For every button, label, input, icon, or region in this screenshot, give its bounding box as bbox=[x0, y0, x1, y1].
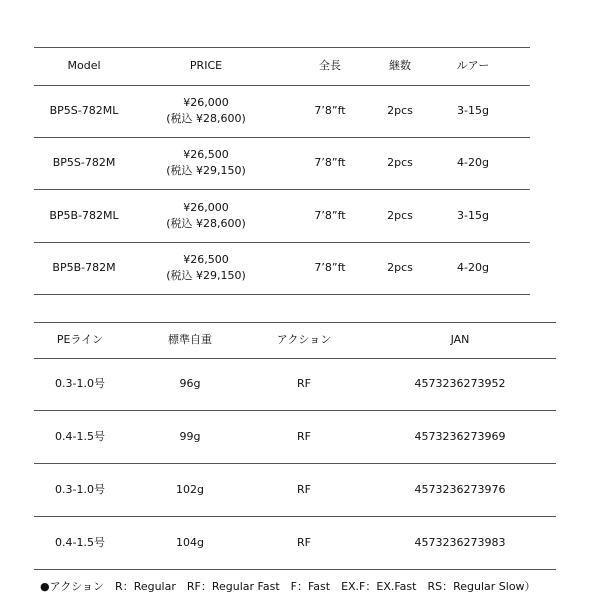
pieces-cell: 2pcs bbox=[387, 208, 413, 222]
price-tax-value: (税込 ¥28,600) bbox=[166, 112, 246, 125]
price-value: ¥26,000 bbox=[183, 96, 229, 109]
table-row bbox=[34, 242, 530, 295]
length-cell: 7’8”ft bbox=[314, 104, 346, 117]
jan-cell: 4573236273983 bbox=[414, 535, 506, 549]
price-tax-value: (税込 ¥29,150) bbox=[166, 269, 246, 282]
table-row bbox=[34, 410, 556, 464]
pe-line-cell: 0.3-1.0号 bbox=[55, 482, 105, 496]
lure-cell: 3-15g bbox=[457, 104, 489, 117]
price-value: ¥26,500 bbox=[183, 148, 229, 161]
header-model: Model bbox=[67, 59, 101, 72]
header-jan: JAN bbox=[450, 333, 470, 346]
weight-cell: 99g bbox=[179, 429, 201, 443]
table-row bbox=[34, 516, 556, 570]
weight-cell: 102g bbox=[176, 482, 204, 496]
table-header-row bbox=[34, 47, 530, 86]
header-weight: 標準自重 bbox=[168, 333, 212, 346]
pe-line-cell: 0.4-1.5号 bbox=[55, 535, 105, 549]
pe-line-cell: 0.3-1.0号 bbox=[55, 377, 105, 390]
spec-table-1 bbox=[34, 47, 530, 295]
table-row bbox=[34, 463, 556, 517]
table-row bbox=[34, 358, 556, 411]
length-cell: 7’8”ft bbox=[314, 156, 346, 169]
lure-cell: 4-20g bbox=[457, 156, 489, 169]
price-tax-value: (税込 ¥28,600) bbox=[166, 216, 246, 230]
spec-table-2 bbox=[34, 322, 556, 570]
price-value: ¥26,000 bbox=[183, 200, 229, 214]
length-cell: 7’8”ft bbox=[314, 261, 346, 274]
header-action: アクション bbox=[276, 333, 332, 346]
model-cell: BP5S-782M bbox=[52, 156, 116, 169]
table-row bbox=[34, 137, 530, 190]
pieces-cell: 2pcs bbox=[387, 156, 413, 169]
length-cell: 7’8”ft bbox=[314, 208, 346, 222]
pieces-cell: 2pcs bbox=[387, 104, 413, 117]
price-value: ¥26,500 bbox=[183, 253, 229, 266]
price-cell bbox=[156, 189, 256, 242]
model-cell: BP5S-782ML bbox=[49, 104, 119, 117]
action-legend-footnote: ●アクション R：Regular RF：Regular Fast F：Fast EX.F：EX.Fast RS：Regular Slow） bbox=[40, 580, 536, 593]
pieces-cell: 2pcs bbox=[387, 261, 413, 274]
table-row bbox=[34, 189, 530, 243]
action-cell: RF bbox=[297, 535, 311, 549]
model-cell: BP5B-782M bbox=[52, 261, 116, 274]
header-pe-line: PEライン bbox=[56, 333, 104, 346]
header-length: 全長 bbox=[319, 59, 341, 72]
header-price: PRICE bbox=[189, 59, 223, 72]
weight-cell: 96g bbox=[179, 377, 201, 390]
header-pieces: 継数 bbox=[389, 59, 411, 72]
action-cell: RF bbox=[297, 482, 311, 496]
table-header-row bbox=[34, 322, 556, 359]
pe-line-cell: 0.4-1.5号 bbox=[55, 429, 105, 443]
header-lure: ルアー bbox=[456, 59, 490, 72]
price-tax-value: (税込 ¥29,150) bbox=[166, 164, 246, 177]
model-cell: BP5B-782ML bbox=[49, 208, 119, 222]
lure-cell: 4-20g bbox=[457, 261, 489, 274]
jan-cell: 4573236273976 bbox=[414, 482, 506, 496]
jan-cell: 4573236273952 bbox=[414, 377, 506, 390]
table-row bbox=[34, 85, 530, 138]
lure-cell: 3-15g bbox=[457, 208, 489, 222]
action-cell: RF bbox=[297, 429, 311, 443]
price-cell bbox=[156, 242, 256, 294]
price-cell bbox=[156, 85, 256, 137]
action-cell: RF bbox=[297, 377, 311, 390]
weight-cell: 104g bbox=[176, 535, 204, 549]
price-cell bbox=[156, 137, 256, 189]
jan-cell: 4573236273969 bbox=[414, 429, 506, 443]
